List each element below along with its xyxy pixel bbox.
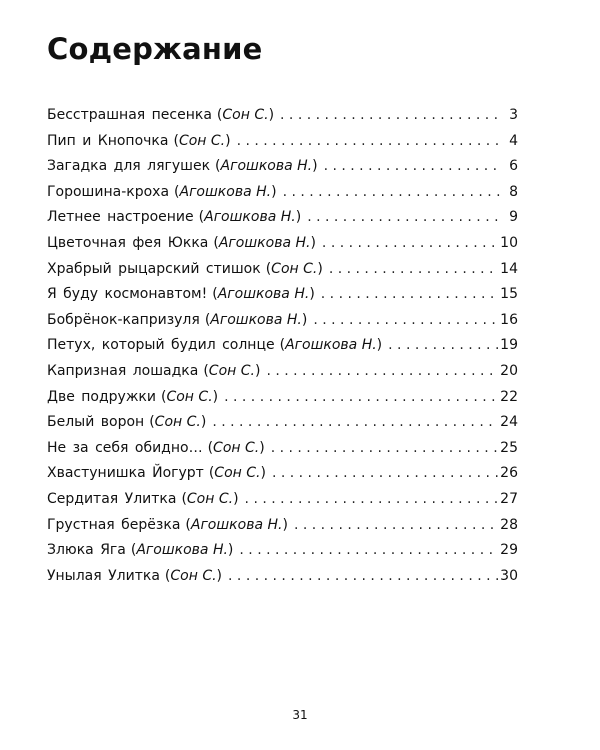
entry-page-number: 26 <box>500 465 518 482</box>
author-name: Сон С. <box>208 362 255 379</box>
entry-page-number: 4 <box>509 132 518 149</box>
dot-leader <box>228 564 498 590</box>
entry-author: (Агошкова Н.) <box>130 542 234 559</box>
toc-entry <box>47 257 518 283</box>
entry-page-number: 22 <box>500 388 518 405</box>
dot-leader <box>224 385 498 411</box>
entry-page-number: 15 <box>500 286 518 303</box>
entry-title: Грустная берёзка <box>47 516 181 533</box>
author-name: Агошкова Н. <box>217 286 310 303</box>
dot-leader <box>212 410 498 436</box>
dot-leader <box>388 333 498 359</box>
author-name: Сон С. <box>271 260 318 277</box>
toc-entry <box>47 410 518 436</box>
toc-entry <box>47 308 518 334</box>
toc-entry <box>47 513 518 539</box>
entry-author: (Агошкова Н.) <box>174 183 277 200</box>
author-name: Агошкова Н. <box>204 209 296 226</box>
author-name: Сон С. <box>222 107 269 123</box>
entry-author: (Агошкова Н.) <box>213 234 316 251</box>
entry-author: (Сон С.) <box>216 107 275 123</box>
toc-entry <box>47 333 518 359</box>
dot-leader <box>283 180 500 206</box>
table-of-contents <box>47 103 518 589</box>
toc-entry <box>47 564 518 590</box>
author-name: Агошкова Н. <box>285 337 377 354</box>
entry-page-number: 27 <box>500 490 518 507</box>
entry-author: (Сон С.) <box>208 465 266 482</box>
dot-leader <box>324 154 500 180</box>
dot-leader <box>307 205 500 231</box>
entry-author: (Агошкова Н.) <box>279 337 383 354</box>
entry-author: (Сон С.) <box>207 439 265 456</box>
toc-entry <box>47 205 518 231</box>
entry-author: (Сон С.) <box>173 132 231 149</box>
toc-entry <box>47 282 518 308</box>
entry-author: (Агошкова Н.) <box>198 209 302 226</box>
entry-author: (Сон С.) <box>181 490 239 507</box>
entry-author: (Агошкова Н.) <box>204 311 308 328</box>
dot-leader <box>329 257 498 283</box>
entry-title: Пип и Кнопочка <box>47 132 169 149</box>
entry-title: Я буду космонавтом! <box>47 286 208 303</box>
dot-leader <box>322 231 498 257</box>
entry-page-number: 29 <box>500 542 518 559</box>
author-name: Сон С. <box>154 414 201 431</box>
author-name: Агошкова Н. <box>190 516 283 533</box>
entry-page-number: 30 <box>500 567 518 584</box>
author-name: Сон С. <box>170 567 217 584</box>
entry-title: Не за себя обидно… <box>47 439 203 456</box>
entry-page-number: 28 <box>500 516 518 533</box>
author-name: Агошкова Н. <box>136 542 228 559</box>
dot-leader <box>266 359 498 385</box>
author-name: Сон С. <box>178 132 226 149</box>
dot-leader <box>313 308 498 334</box>
entry-author: (Агошкова Н.) <box>215 158 318 175</box>
entry-title: Хвастунишка Йогурт <box>47 465 204 482</box>
entry-page-number: 24 <box>500 414 518 431</box>
entry-author: (Сон С.) <box>203 362 261 379</box>
toc-entry <box>47 359 518 385</box>
dot-leader <box>294 513 498 539</box>
entry-author: (Сон С.) <box>265 260 323 277</box>
entry-title: Капризная лошадка <box>47 362 199 379</box>
entry-title: Злюка Яга <box>47 542 126 559</box>
dot-leader <box>280 103 500 129</box>
dot-leader <box>237 129 500 155</box>
entry-page-number: 25 <box>500 439 518 456</box>
entry-title: Белый ворон <box>47 414 145 431</box>
entry-page-number: 14 <box>500 260 518 277</box>
author-name: Сон С. <box>214 465 261 482</box>
entry-title: Загадка для лягушек <box>47 158 211 175</box>
entry-page-number: 19 <box>500 337 518 354</box>
dot-leader <box>245 487 499 513</box>
author-name: Агошкова Н. <box>220 158 313 175</box>
entry-title: Бобрёнок-капризуля <box>47 311 200 328</box>
toc-entry <box>47 231 518 257</box>
author-name: Агошкова Н. <box>210 311 302 328</box>
toc-entry <box>47 180 518 206</box>
entry-page-number: 10 <box>500 234 518 251</box>
entry-page-number: 8 <box>509 183 518 200</box>
page-title: Содержание <box>47 32 263 66</box>
toc-entry <box>47 461 518 487</box>
entry-title: Горошина-кроха <box>47 183 170 200</box>
author-name: Сон С. <box>213 439 260 456</box>
entry-author: (Сон С.) <box>161 388 219 405</box>
entry-author: (Сон С.) <box>164 567 223 584</box>
entry-title: Бесстрашная песенка <box>47 107 212 123</box>
toc-entry <box>47 154 518 180</box>
author-name: Сон С. <box>186 490 234 507</box>
toc-entry <box>47 103 518 129</box>
toc-entry <box>47 129 518 155</box>
entry-title: Петух, который будил солнце <box>47 337 275 354</box>
toc-entry <box>47 436 518 462</box>
entry-page-number: 16 <box>500 311 518 328</box>
author-name: Агошкова Н. <box>218 234 311 251</box>
entry-title: Храбрый рыцарский стишок <box>47 260 261 277</box>
entry-author: (Сон С.) <box>149 414 207 431</box>
dot-leader <box>321 282 498 308</box>
entry-page-number: 6 <box>509 158 518 175</box>
toc-entry <box>47 385 518 411</box>
dot-leader <box>272 461 498 487</box>
entry-title: Унылая Улитка <box>47 567 160 584</box>
entry-title: Летнее настроение <box>47 209 194 226</box>
dot-leader <box>271 436 498 462</box>
page-number: 31 <box>292 708 308 722</box>
entry-page-number: 9 <box>509 209 518 226</box>
entry-page-number: 20 <box>500 362 518 379</box>
entry-page-number: 3 <box>509 107 518 123</box>
author-name: Агошкова Н. <box>179 183 272 200</box>
toc-entry <box>47 487 518 513</box>
entry-title: Две подружки <box>47 388 156 405</box>
author-name: Сон С. <box>166 388 213 405</box>
entry-title: Цветочная фея Юкка <box>47 234 209 251</box>
entry-title: Сердитая Улитка <box>47 490 177 507</box>
toc-entry <box>47 538 518 564</box>
entry-author: (Агошкова Н.) <box>185 516 288 533</box>
dot-leader <box>239 538 498 564</box>
entry-author: (Агошкова Н.) <box>212 286 315 303</box>
